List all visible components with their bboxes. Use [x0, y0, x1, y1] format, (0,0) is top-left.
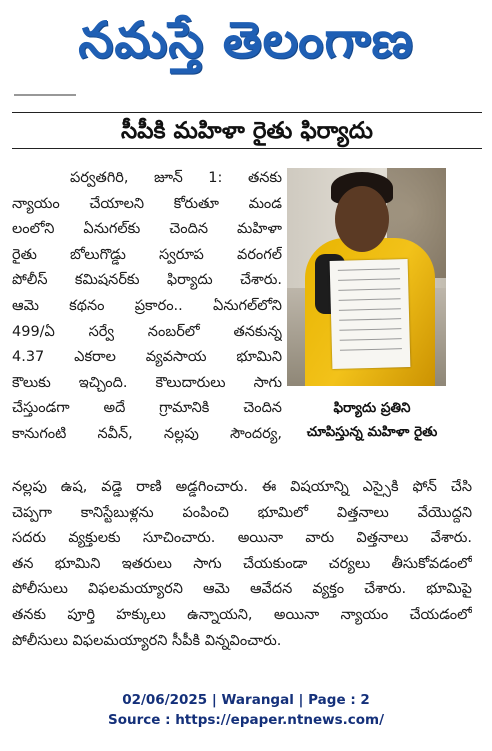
article-line: చెప్పగా కానిస్టేబుళ్లను పంపించి భూమిలో విత్తనాలు వేయొద్దని [12, 504, 472, 521]
article-line: తనకు పూర్తి హక్కులు ఉన్నాయని, అయినా న్యాయం చేయడంలో [12, 606, 472, 623]
article-body-narrow [12, 166, 282, 448]
photo-face [335, 186, 389, 252]
headline-rule-bottom [12, 148, 482, 149]
article-line: 4.37 ఎకరాల వ్యవసాయ భూమిని [12, 349, 282, 366]
article-line: పోలీసులు విఫలమయ్యారని ఆమె ఆవేదన వ్యక్తం చేశారు. భూమిపై [12, 581, 472, 598]
article-line: చేస్తుండగా అదే గ్రామానికి చెందిన [12, 400, 282, 417]
article-line: లంలోని ఏనుగల్‌కు చెందిన మహిళా [12, 221, 282, 238]
article-headline: సీపీకి మహిళా రైతు ఫిర్యాదు [121, 118, 373, 144]
complaint-paper [330, 259, 411, 369]
masthead-title: నమస్తే తెలంగాణ [78, 11, 414, 69]
footer-date-edition: 02/06/2025 | Warangal | Page : 2 [122, 692, 370, 708]
source-footer [0, 690, 492, 730]
photo-caption [287, 396, 457, 444]
article-line: పోలీసులు విఫలమయ్యారని సీపీకి విన్నవించారు. [12, 632, 282, 649]
article-line: సదరు వ్యక్తులకు సూచించారు. అయినా వారు విత్తనాలు వేశారు. [12, 530, 472, 547]
article-line: తన భూమిని ఇతరులు సాగు చేయకుండా చర్యలు తీసుకోవడంలో [12, 555, 472, 572]
footer-source-link[interactable]: Source : https://epaper.ntnews.com/ [107, 712, 385, 728]
caption-line: చూపిస్తున్న మహిళా రైతు [306, 424, 438, 440]
farmer-photo [287, 168, 446, 386]
article-line: పోలీస్ కమిషనర్‌కు ఫిర్యాదు చేశారు. [12, 272, 282, 289]
article-line: నల్లపు ఉష, వడ్డె రాణి అడ్డగించారు. ఈ విషయాన్ని ఎస్సైకి ఫోన్ చేసి [12, 479, 472, 495]
article-line: కౌలుకు ఇచ్చింది. కౌలుదారులు సాగు [12, 374, 282, 391]
article-body-wide [12, 475, 472, 654]
clipped-dateline [14, 94, 76, 104]
article-line: రైతు బోలుగొడ్డు స్వరూప వరంగల్ [12, 246, 282, 263]
article-line: పర్వతగిరి, జూన్ 1: తనకు [70, 170, 282, 186]
caption-line: ఫిర్యాదు ప్రతిని [333, 400, 411, 416]
article-line: 499/ఏ సర్వే నంబర్‌లో తనకున్న [12, 323, 282, 340]
article-line: ఆమె కథనం ప్రకారం.. ఏనుగల్‌లోని [12, 297, 282, 314]
article-line: కానుగంటి నవీన్, నల్లపు సౌందర్య, [12, 425, 282, 442]
headline-rule-top [12, 112, 482, 113]
article-line: న్యాయం చేయాలని కోరుతూ మండ [12, 195, 282, 212]
